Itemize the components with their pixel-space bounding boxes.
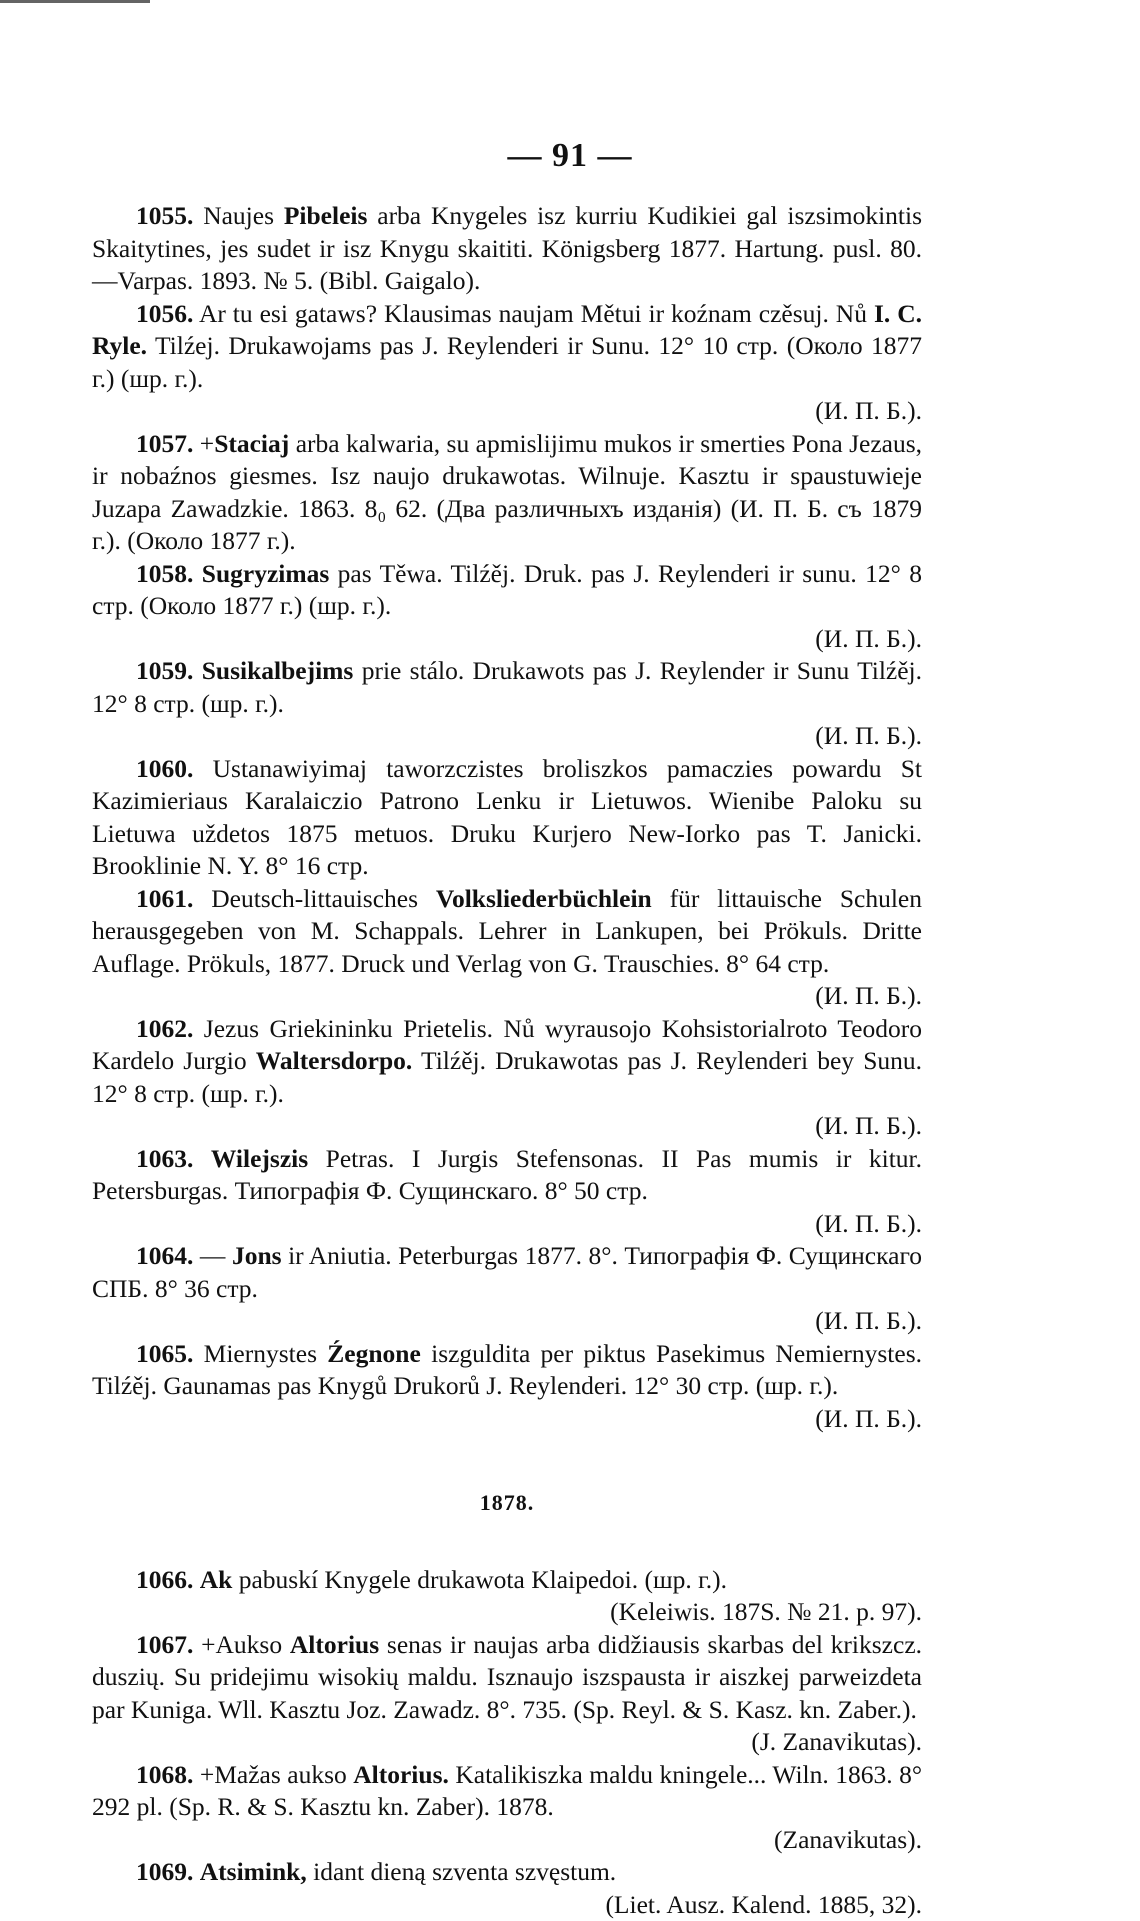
entry-prefix: Jezus Griekininku Prietelis. Nů wyrausojo Kohsistorialroto Teodoro Kardelo Jurgio xyxy=(92,1014,922,1076)
entry-source: (И. П. Б.). xyxy=(92,395,922,428)
entry-number: 1061. xyxy=(136,884,193,913)
entry-text: Tilźěj. Drukawotas pas J. Reylenderi bey Sunu. 12° 8 стр. (шр. г.). xyxy=(92,1046,922,1108)
bibliography-entry xyxy=(92,200,922,298)
entries-1877 xyxy=(92,200,922,1435)
bibliography-entry xyxy=(92,1759,922,1857)
entry-source: (И. П. Б.). xyxy=(92,1208,922,1241)
entry-title: Altorius xyxy=(290,1630,379,1659)
bibliography-entry xyxy=(92,558,922,656)
entry-prefix: +Aukso xyxy=(201,1630,282,1659)
bibliography-entry xyxy=(92,753,922,883)
entry-title: Źegnone xyxy=(327,1339,421,1368)
entry-source: (И. П. Б.). xyxy=(92,980,922,1013)
entry-source: (Zanavikutas). xyxy=(92,1824,922,1857)
bibliography-entry xyxy=(92,1013,922,1143)
entry-prefix: Deutsch-littauisches xyxy=(211,884,418,913)
entry-number: 1055. xyxy=(136,201,193,230)
entry-text: prie stálo. Drukawots pas J. Reylender ir Sunu Tilźěj. 12° 8 стр. (шр. г.). xyxy=(92,656,922,718)
entry-prefix: — xyxy=(200,1241,226,1270)
entry-number: 1069. xyxy=(136,1857,193,1886)
entry-number: 1067. xyxy=(136,1630,193,1659)
entry-number: 1059. xyxy=(136,656,193,685)
entry-title: I. C. Ryle. xyxy=(92,299,922,361)
entry-text: Katalikiszka maldu kningele... Wiln. 1863. 8° 292 pl. (Sp. R. & S. Kasztu kn. Zaber). 1878. xyxy=(92,1760,922,1822)
entry-title: Wilejszis xyxy=(211,1144,308,1173)
entry-number: 1057. xyxy=(136,429,193,458)
entry-text: senas ir naujas arba didžiausis skarbas del krikszcz. duszių. Su pridejimu wisokių maldu. Isznaujo iszspausta ir aiszkej parweizdeta par Kuniga. Wll. Kasztu Joz. Zawadz. 8°. 735. (Sp. Reyl. & S. Kasz. kn. Zaber.). xyxy=(92,1630,922,1724)
page-number: — 91 — xyxy=(0,137,1140,175)
entry-source: (И. П. Б.). xyxy=(92,720,922,753)
entry-title: Jons xyxy=(232,1241,282,1270)
entry-title: Staciaj xyxy=(214,429,289,458)
entry-number: 1064. xyxy=(136,1241,193,1270)
entry-text: idant dieną szventa szvęstum. xyxy=(313,1857,616,1886)
entry-text: pabuskí Knygele drukawota Klaipedoi. (шр. г.). xyxy=(239,1565,727,1594)
bibliography-entry xyxy=(92,298,922,428)
entry-number: 1058. xyxy=(136,559,193,588)
entry-number: 1060. xyxy=(136,754,193,783)
bibliography-entry xyxy=(92,1629,922,1759)
entry-text: Tilźej. Drukawojams pas J. Reylenderi ir Sunu. 12° 10 стр. (Около 1877 г.) (шр. г.). xyxy=(92,331,922,393)
bibliography-entry xyxy=(92,1240,922,1338)
bibliography-entry xyxy=(92,1338,922,1436)
entry-title: Ak xyxy=(200,1565,233,1594)
entry-text: ir Aniutia. Peterburgas 1877. 8°. Типографія Ф. Сущинскаго СПБ. 8° 36 стр. xyxy=(92,1241,922,1303)
entry-number: 1062. xyxy=(136,1014,193,1043)
bibliography-entry xyxy=(92,655,922,753)
entry-prefix: + xyxy=(200,429,214,458)
entry-prefix: Naujes xyxy=(203,201,274,230)
entry-number: 1056. xyxy=(136,299,193,328)
entry-source: (И. П. Б.). xyxy=(92,1403,922,1436)
bibliography-entry xyxy=(92,1564,922,1629)
entry-source: (И. П. Б.). xyxy=(92,1305,922,1338)
entry-title: Waltersdorpo. xyxy=(256,1046,413,1075)
entry-title: Pibeleis xyxy=(284,201,368,230)
entry-title: Altorius. xyxy=(353,1760,449,1789)
year-heading: 1878. xyxy=(92,1487,922,1520)
entry-title: Volksliederbüchlein xyxy=(436,884,652,913)
bibliography-entry xyxy=(92,1856,922,1921)
entry-source: (И. П. Б.). xyxy=(92,623,922,656)
entry-text: arba kalwaria, su apmislijimu mukos ir smerties Pona Jezaus, ir nobaźnos giesmes. Isz naujo drukawotas. Wilnuje. Kasztu ir spaustuwieje Juzapa Zawadzkie. 1863. 8₀ 62. (Два различныхъ изданія) (И. П. Б. съ 1879 г.). (Около 1877 г.). xyxy=(92,429,922,556)
bibliography-entry xyxy=(92,883,922,1013)
entry-prefix: +Mažas aukso xyxy=(200,1760,347,1789)
entry-title: Atsimink, xyxy=(200,1857,307,1886)
scan-edge-mark xyxy=(0,0,150,3)
entry-number: 1066. xyxy=(136,1565,193,1594)
entry-prefix: Ar tu esi gataws? Klausimas naujam Mětui ir koźnam czěsuj. Nů xyxy=(199,299,867,328)
entry-text: für littauische Schulen herausgegeben von M. Schappals. Lehrer in Lankupen, bei Prökuls. Dritte Auflage. Prökuls, 1877. Druck und Verlag von G. Trauschies. 8° 64 стр. xyxy=(92,884,922,978)
bibliography-entry xyxy=(92,428,922,558)
bibliography-entry xyxy=(92,1143,922,1241)
entry-source: (И. П. Б.). xyxy=(92,1110,922,1143)
entry-text: iszguldita per piktus Pasekimus Nemiernystes. Tilźěj. Gaunamas pas Knygů Drukorů J. Reylenderi. 12° 30 стр. (шр. г.). xyxy=(92,1339,922,1401)
entry-title: Susikalbejims xyxy=(202,656,354,685)
entry-source: (Liet. Ausz. Kalend. 1885, 32). xyxy=(92,1889,922,1921)
entries-1878 xyxy=(92,1564,922,1921)
entry-source: (J. Zanavikutas). xyxy=(92,1726,922,1759)
entry-prefix: Miernystes xyxy=(204,1339,317,1368)
entry-number: 1065. xyxy=(136,1339,193,1368)
bibliography-entries xyxy=(92,200,922,1921)
entry-number: 1068. xyxy=(136,1760,193,1789)
entry-text: Petras. I Jurgis Stefensonas. II Pas mumis ir kitur. Petersburgas. Типографія Ф. Сущинскаго. 8° 50 стр. xyxy=(92,1144,922,1206)
entry-number: 1063. xyxy=(136,1144,193,1173)
entry-text: pas Těwa. Tilźěj. Druk. pas J. Reylenderi ir sunu. 12° 8 стр. (Около 1877 г.) (шр. г.). xyxy=(92,559,922,621)
entry-source: (Keleiwis. 187S. № 21. p. 97). xyxy=(92,1596,922,1629)
entry-text: arba Knygeles isz kurriu Kudikiei gal iszsimokintis Skaitytines, jes sudet ir isz Knygu skaititi. Königsberg 1877. Hartung. pusl. 80.—Varpas. 1893. № 5. (Bibl. Gaigalo). xyxy=(92,201,922,295)
entry-prefix: Ustanawiyimaj taworzczistes broliszkos pamaczies powardu St Kazimieriaus Karalaiczio Patrono Lenku ir Lietuwos. Wienibe Paloku su Lietuwa uždetos 1875 metuos. Druku Kurjero New-Iorko pas T. Janicki. Brooklinie N. Y. 8° 16 стр. xyxy=(92,754,922,881)
entry-title: Sugryzimas xyxy=(202,559,330,588)
